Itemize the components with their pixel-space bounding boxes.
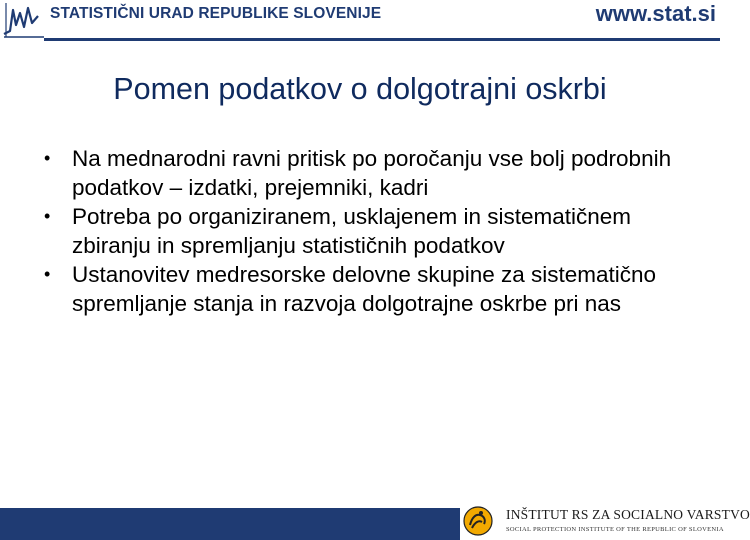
institute-logo-icon (462, 505, 494, 537)
bullet-text: Ustanovitev medresorske delovne skupine za sistematično spremljanje stanja in razvoja dolgotrajne oskrbe pri nas (72, 262, 657, 316)
footer-bar (0, 508, 460, 540)
bullet-item (40, 260, 700, 318)
institute-name: INŠTITUT RS ZA SOCIALNO VARSTVO (506, 507, 750, 522)
slide-footer (0, 502, 750, 540)
institute-name-english: SOCIAL PROTECTION INSTITUTE OF THE REPUBLIC OF SLOVENIA (506, 526, 724, 533)
institute-badge (460, 502, 750, 540)
bullet-marker: • (44, 148, 51, 168)
bullet-item (40, 144, 700, 202)
bullet-item (40, 202, 700, 260)
slide-title: Pomen podatkov o dolgotrajni oskrbi (113, 72, 607, 106)
bullet-list (40, 144, 700, 318)
stat-si-logo-icon (2, 1, 46, 39)
header-divider (44, 38, 720, 41)
bullet-text: Potreba po organiziranem, usklajenem in sistematičnem zbiranju in spremljanju statističnih podatkov (72, 204, 632, 258)
bullet-marker: • (44, 206, 51, 226)
slide-header (0, 0, 720, 44)
bullet-text: Na mednarodni ravni pritisk po poročanju vse bolj podrobnih podatkov – izdatki, prejemniki, kadri (72, 146, 672, 200)
website-url[interactable]: www.stat.si (595, 1, 716, 26)
organization-name: STATISTIČNI URAD REPUBLIKE SLOVENIJE (50, 5, 382, 22)
bullet-marker: • (44, 264, 51, 284)
